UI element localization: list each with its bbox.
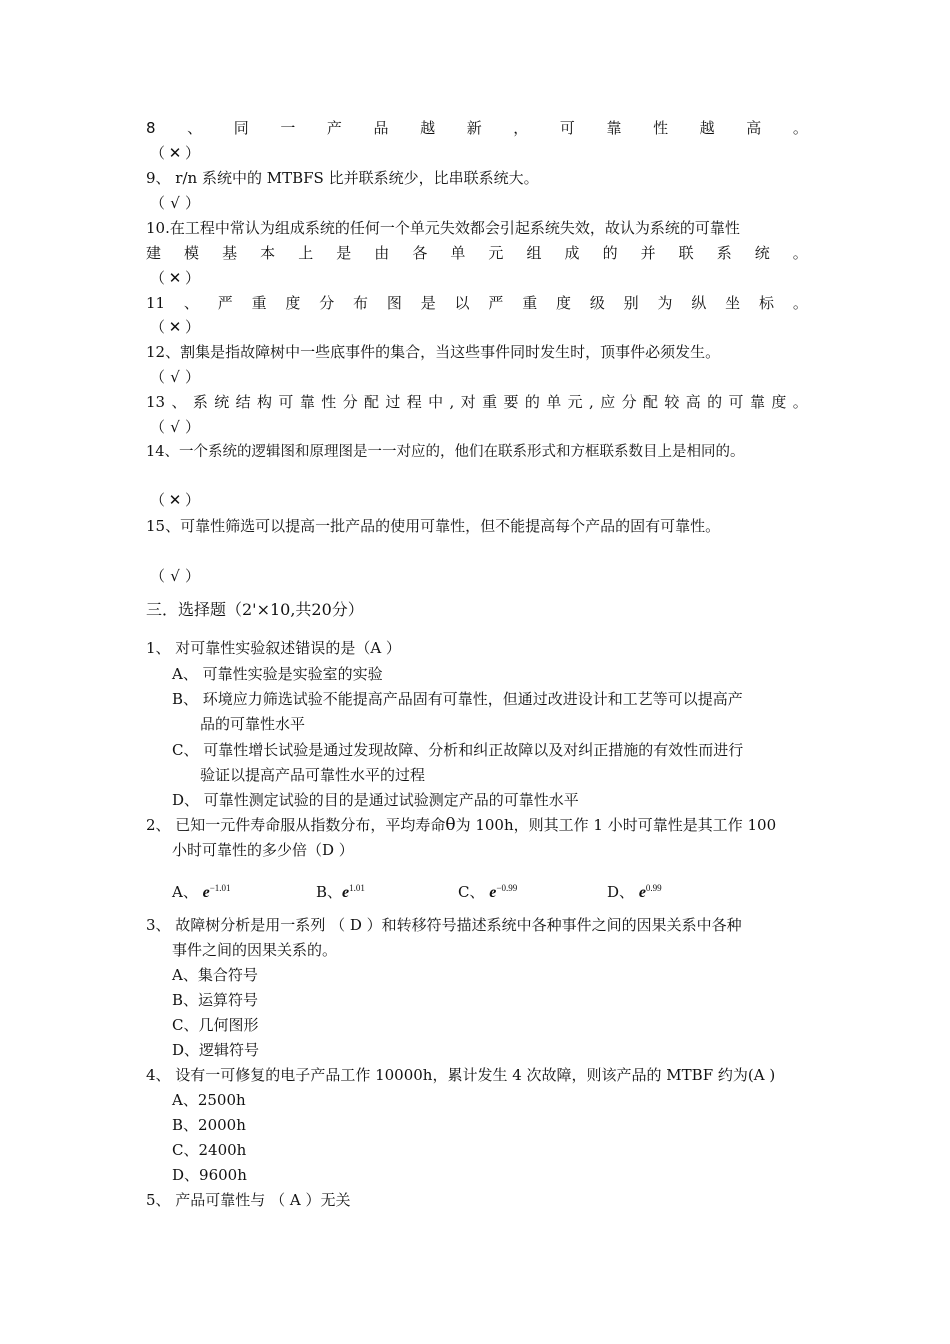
q8-char: 靠 xyxy=(606,119,622,137)
q13-stem xyxy=(146,392,808,412)
mc-q3-option-a: A、集合符号 xyxy=(172,966,258,984)
q13-char: 构 xyxy=(257,393,273,411)
q10-char: 的 xyxy=(602,244,618,262)
q14-answer xyxy=(150,490,200,510)
mc-q2-option-b xyxy=(316,878,365,903)
q13-char: 配 xyxy=(363,393,379,411)
q10-char: 。 xyxy=(792,244,808,262)
q10-char: 并 xyxy=(640,244,656,262)
exp-power: 1.01 xyxy=(349,883,365,893)
q8-char: ， xyxy=(513,119,529,137)
mc-q2-stem-line1 xyxy=(146,815,776,835)
paren-close: ） xyxy=(185,567,201,585)
paren-open: （ xyxy=(150,567,166,585)
paren-close: ） xyxy=(185,144,201,162)
q13-char: 度 xyxy=(771,393,787,411)
q13-char: 可 xyxy=(728,393,744,411)
exp-base: e xyxy=(638,884,646,901)
q11-char: 标 xyxy=(758,294,774,312)
paren-open: （ xyxy=(150,491,166,509)
mc-q5-stem: 5、 产品可靠性与 （ A ）无关 xyxy=(146,1191,351,1209)
paren-open: （ xyxy=(150,269,166,287)
q11-char: 分 xyxy=(319,294,335,312)
q10-char: 建 xyxy=(146,244,162,262)
option-label: A、 xyxy=(172,883,198,901)
mc-q1-stem: 1、 对可靠性实验叙述错误的是（A ） xyxy=(146,639,401,657)
mc-q2-stem-line2: 小时可靠性的多少倍（D ） xyxy=(172,841,354,859)
paren-open: （ xyxy=(150,368,166,386)
mc-q4-stem: 4、 设有一可修复的电子产品工作 10000h，累计发生 4 次故障，则该产品的 MTBF 约为(A ) xyxy=(146,1066,776,1084)
q15-stem: 15、可靠性筛选可以提高一批产品的使用可靠性，但不能提高每个产品的固有可靠性。 xyxy=(146,517,721,535)
option-label: B、 xyxy=(316,883,343,901)
q10-char: 元 xyxy=(488,244,504,262)
q9-answer xyxy=(150,193,200,213)
paren-close: ） xyxy=(185,418,201,436)
q10-char: 单 xyxy=(450,244,466,262)
mc-q1-option-c-cont: 验证以提高产品可靠性水平的过程 xyxy=(200,766,426,784)
q8-char: 同 xyxy=(233,119,249,137)
paren-close: ） xyxy=(185,269,201,287)
q11-char: 图 xyxy=(386,294,402,312)
q13-char: 过 xyxy=(385,393,401,411)
q13-char: 高 xyxy=(685,393,701,411)
q13-char: 的 xyxy=(707,393,723,411)
q11-stem xyxy=(146,293,808,313)
q10-stem-line2 xyxy=(146,243,808,263)
q11-char: 别 xyxy=(623,294,639,312)
q11-char: 、 xyxy=(183,294,199,312)
q11-answer xyxy=(150,317,200,337)
q13-char: 中 xyxy=(428,393,444,411)
cross-mark: ✕ xyxy=(168,269,182,287)
q8-char: 一 xyxy=(280,119,296,137)
q11-char: 严 xyxy=(217,294,233,312)
q10-char: 各 xyxy=(412,244,428,262)
q10-char: 联 xyxy=(678,244,694,262)
q8-char: 。 xyxy=(792,119,808,137)
q11-char: 重 xyxy=(522,294,538,312)
q13-char: 对 xyxy=(460,393,476,411)
q10-char: 组 xyxy=(526,244,542,262)
q8-char: 越 xyxy=(420,119,436,137)
exp-power: −0.99 xyxy=(496,883,518,893)
q11-char: 重 xyxy=(251,294,267,312)
cross-mark: ✕ xyxy=(168,491,182,509)
paren-open: （ xyxy=(150,318,166,336)
q10-char: 本 xyxy=(260,244,276,262)
q13-char: 系 xyxy=(192,393,208,411)
q10-char: 上 xyxy=(298,244,314,262)
q10-char: 成 xyxy=(564,244,580,262)
mc-q4-option-d: D、9600h xyxy=(172,1166,247,1184)
mc-q2-stem-part: 2、 已知一元件寿命服从指数分布，平均寿命 xyxy=(146,816,446,834)
q8-char: 高 xyxy=(746,119,762,137)
q13-char: 的 xyxy=(524,393,540,411)
q11-char: 级 xyxy=(589,294,605,312)
paren-open: （ xyxy=(150,144,166,162)
mc-q4-option-c: C、2400h xyxy=(172,1141,247,1159)
q13-char: , xyxy=(589,393,594,411)
q11-char: 是 xyxy=(420,294,436,312)
q13-char: 性 xyxy=(321,393,337,411)
q11-char: 为 xyxy=(657,294,673,312)
q11-char: 以 xyxy=(454,294,470,312)
exp-base: e xyxy=(202,884,210,901)
q11-char: 严 xyxy=(488,294,504,312)
mc-q2-stem-part: 为 100h，则其工作 1 小时可靠性是其工作 100 xyxy=(455,816,777,834)
exp-power: 0.99 xyxy=(645,883,662,893)
exp-base: e xyxy=(489,884,497,901)
q11-char: 纵 xyxy=(691,294,707,312)
q10-char: 基 xyxy=(222,244,238,262)
mc-q1-option-b: B、 环境应力筛选试验不能提高产品固有可靠性，但通过改进设计和工艺等可以提高产 xyxy=(172,690,743,708)
paren-close: ） xyxy=(185,368,201,386)
mc-q1-option-b-cont: 品的可靠性水平 xyxy=(200,715,306,733)
q8-answer xyxy=(150,143,200,163)
mc-q1-option-c: C、 可靠性增长试验是通过发现故障、分析和纠正故障以及对纠正措施的有效性而进行 xyxy=(172,741,744,759)
check-mark: √ xyxy=(170,418,180,436)
q10-char: 是 xyxy=(336,244,352,262)
q13-char: 配 xyxy=(642,393,658,411)
cross-mark: ✕ xyxy=(168,144,182,162)
check-mark: √ xyxy=(170,567,180,585)
q10-char: 模 xyxy=(184,244,200,262)
q13-char: 可 xyxy=(278,393,294,411)
q13-char: 结 xyxy=(235,393,251,411)
q8-char: 性 xyxy=(653,119,669,137)
cross-mark: ✕ xyxy=(168,318,182,336)
option-label: D、 xyxy=(607,883,635,901)
q13-char: 靠 xyxy=(299,393,315,411)
paren-open: （ xyxy=(150,418,166,436)
q13-char: 13 xyxy=(146,393,166,411)
q13-char: 统 xyxy=(214,393,230,411)
mc-q2-option-a xyxy=(172,878,231,903)
q14-stem: 14、一个系统的逻辑图和原理图是一一对应的，他们在联系形式和方框联系数目上是相同的。 xyxy=(146,444,745,460)
section-heading: 三．选择题（2'×10,共20分） xyxy=(146,600,364,619)
q13-char: 分 xyxy=(342,393,358,411)
q10-stem-line1: 10.在工程中常认为组成系统的任何一个单元失效都会引起系统失效，故认为系统的可靠性 xyxy=(146,219,740,237)
q11-char: 11 xyxy=(146,294,166,312)
q13-char: , xyxy=(449,393,455,411)
mc-q1-option-a: A、 可靠性实验是实验室的实验 xyxy=(172,665,383,683)
q13-char: 程 xyxy=(406,393,422,411)
q12-answer xyxy=(150,367,200,387)
mc-q3-option-d: D、逻辑符号 xyxy=(172,1041,260,1059)
option-label: C、 xyxy=(458,883,485,901)
q13-char: 应 xyxy=(600,393,616,411)
theta-symbol: θ xyxy=(445,815,456,835)
q10-char: 由 xyxy=(374,244,390,262)
q11-char: 布 xyxy=(353,294,369,312)
check-mark: √ xyxy=(170,194,180,212)
paren-close: ） xyxy=(185,194,201,212)
q8-char: 品 xyxy=(373,119,389,137)
mc-q4-option-a: A、2500h xyxy=(172,1091,246,1109)
q13-char: 较 xyxy=(664,393,680,411)
mc-q2-option-d xyxy=(607,878,662,903)
q13-char: 重 xyxy=(482,393,498,411)
mc-q3-stem-line1: 3、 故障树分析是用一系列 （ D ）和转移符号描述系统中各种事件之间的因果关系中各种 xyxy=(146,916,742,934)
q10-char: 系 xyxy=(716,244,732,262)
mc-q1-option-d: D、 可靠性测定试验的目的是通过试验测定产品的可靠性水平 xyxy=(172,791,579,809)
exp-power: −1.01 xyxy=(209,883,231,893)
q8-char: 越 xyxy=(699,119,715,137)
q11-char: 坐 xyxy=(725,294,741,312)
q12-stem: 12、割集是指故障树中一些底事件的集合，当这些事件同时发生时，顶事件必须发生。 xyxy=(146,343,721,361)
q11-char: 度 xyxy=(556,294,572,312)
mc-q4-option-b: B、2000h xyxy=(172,1116,246,1134)
mc-q3-option-b: B、运算符号 xyxy=(172,991,259,1009)
q8-char: 产 xyxy=(326,119,342,137)
q11-char: 。 xyxy=(792,294,808,312)
mc-q3-stem-line2: 事件之间的因果关系的。 xyxy=(172,941,338,959)
q13-char: 靠 xyxy=(749,393,765,411)
q8-sep: 、 xyxy=(187,119,203,137)
mc-q3-option-c: C、几何图形 xyxy=(172,1016,259,1034)
q15-answer xyxy=(150,566,200,586)
q8-stem xyxy=(146,118,808,138)
q8-number: 8 xyxy=(146,119,156,137)
q11-char: 度 xyxy=(285,294,301,312)
q13-char: 。 xyxy=(792,393,808,411)
q8-char: 可 xyxy=(559,119,575,137)
q9-stem: 9、 r/n 系统中的 MTBFS 比并联系统少，比串联系统大。 xyxy=(146,169,539,187)
q13-char: 单 xyxy=(546,393,562,411)
mc-q2-option-c xyxy=(458,878,517,903)
q13-char: 、 xyxy=(171,393,187,411)
q13-char: 要 xyxy=(503,393,519,411)
q13-answer xyxy=(150,417,200,437)
q13-char: 元 xyxy=(567,393,583,411)
q10-answer xyxy=(150,268,200,288)
q8-char: 新 xyxy=(466,119,482,137)
q10-char: 统 xyxy=(754,244,770,262)
q13-char: 分 xyxy=(621,393,637,411)
exp-base: e xyxy=(342,884,350,901)
paren-open: （ xyxy=(150,194,166,212)
paren-close: ） xyxy=(185,491,201,509)
paren-close: ） xyxy=(185,318,201,336)
check-mark: √ xyxy=(170,368,180,386)
